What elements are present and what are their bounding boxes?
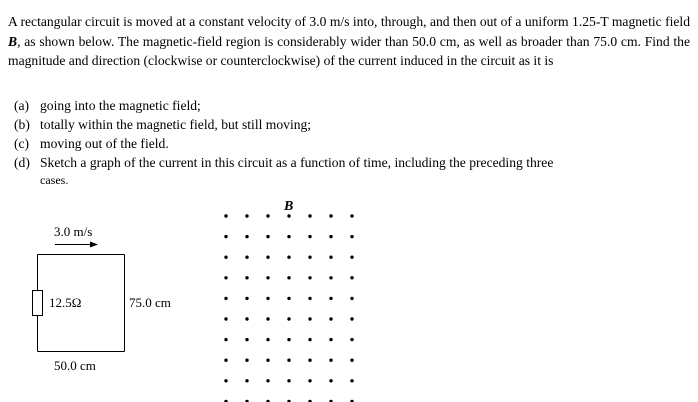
item-label: (a)	[14, 98, 30, 113]
field-dot-icon	[224, 297, 227, 300]
item-label: (b)	[14, 117, 30, 132]
field-dot-icon	[266, 235, 269, 238]
field-label: B	[284, 199, 294, 214]
field-dot-icon	[350, 256, 353, 259]
question-item-d	[14, 153, 690, 190]
circuit-loop	[38, 255, 125, 352]
field-dot-icon	[287, 256, 290, 259]
intro-text-a: A rectangular circuit is moved at a constant velocity of 3.0 m/s into, through, and then out of a uniform 1.25-T magnetic field	[8, 14, 690, 29]
field-dot-icon	[245, 317, 248, 320]
field-dot-icon	[350, 379, 353, 382]
question-item-b	[14, 115, 690, 134]
field-dot-icon	[308, 317, 311, 320]
field-dot-icon	[287, 338, 290, 341]
field-dot-icon	[245, 297, 248, 300]
field-dot-icon	[350, 276, 353, 279]
field-dot-icon	[350, 317, 353, 320]
problem-statement	[8, 12, 690, 71]
field-symbol-inline: B	[8, 33, 18, 49]
field-dot-icon	[224, 379, 227, 382]
field-dot-icon	[308, 338, 311, 341]
field-dot-icon	[266, 338, 269, 341]
field-dot-icon	[308, 297, 311, 300]
field-dot-icon	[329, 317, 332, 320]
field-dot-icon	[308, 235, 311, 238]
velocity-label: 3.0 m/s	[54, 224, 93, 239]
field-dot-icon	[329, 359, 332, 362]
field-dot-icon	[308, 276, 311, 279]
resistor-icon	[33, 291, 43, 316]
field-dot-icon	[245, 276, 248, 279]
resistor-label: 12.5Ω	[49, 295, 82, 310]
item-label: (d)	[14, 155, 30, 170]
field-dot-icon	[308, 256, 311, 259]
field-dot-icon	[266, 379, 269, 382]
field-dot-icon	[245, 214, 248, 217]
question-item-a	[14, 96, 690, 115]
field-dot-icon	[350, 297, 353, 300]
field-dot-icon	[287, 297, 290, 300]
field-dot-icon	[329, 276, 332, 279]
intro-text-c: , as shown below. The magnetic-field region is considerably wider than 50.0 cm, as well as broader than 75.0 cm. Find the magnitude and direction (clockwise or counterclockwise) of the current induced in the circuit as it is	[8, 33, 690, 68]
field-dot-icon	[245, 379, 248, 382]
item-text: totally within the magnetic field, but still moving;	[40, 117, 312, 132]
question-list	[14, 96, 690, 190]
field-dot-icon	[350, 338, 353, 341]
field-dot-icon	[266, 297, 269, 300]
field-dot-icon	[287, 276, 290, 279]
field-dot-icon	[224, 214, 227, 217]
item-text: moving out of the field.	[40, 136, 169, 151]
width-label: 50.0 cm	[54, 358, 96, 373]
field-dot-icon	[287, 317, 290, 320]
field-dot-icon	[224, 317, 227, 320]
field-dot-icon	[266, 214, 269, 217]
field-dot-icon	[329, 297, 332, 300]
item-text: Sketch a graph of the current in this circuit as a function of time, including the preceding three	[40, 155, 554, 170]
field-dot-icon	[350, 359, 353, 362]
field-dot-icon	[350, 235, 353, 238]
field-dot-icon	[224, 338, 227, 341]
field-dot-icon	[329, 214, 332, 217]
field-dot-icon	[329, 235, 332, 238]
field-dot-icon	[287, 235, 290, 238]
height-label: 75.0 cm	[129, 295, 171, 310]
field-dot-icon	[287, 379, 290, 382]
field-dot-icon	[266, 359, 269, 362]
field-dot-icon	[329, 379, 332, 382]
velocity-arrow-icon	[55, 242, 98, 248]
field-dot-icon	[266, 276, 269, 279]
field-dot-icon	[287, 359, 290, 362]
field-dot-icon	[329, 256, 332, 259]
field-dot-icon	[245, 338, 248, 341]
field-dot-icon	[224, 235, 227, 238]
field-dot-icon	[308, 379, 311, 382]
field-dot-icon	[224, 276, 227, 279]
item-text: going into the magnetic field;	[40, 98, 201, 113]
field-dot-icon	[329, 338, 332, 341]
item-continuation: cases.	[40, 173, 69, 187]
field-dot-icon	[245, 235, 248, 238]
field-dot-icon	[350, 214, 353, 217]
field-dot-icon	[266, 317, 269, 320]
field-dot-icon	[308, 359, 311, 362]
field-dot-icon	[266, 256, 269, 259]
field-dots	[224, 214, 353, 402]
field-dot-icon	[245, 359, 248, 362]
field-dot-icon	[224, 359, 227, 362]
field-dot-icon	[224, 256, 227, 259]
question-item-c	[14, 134, 690, 153]
field-dot-icon	[287, 214, 290, 217]
field-dot-icon	[308, 214, 311, 217]
field-dot-icon	[245, 256, 248, 259]
item-label: (c)	[14, 136, 30, 151]
